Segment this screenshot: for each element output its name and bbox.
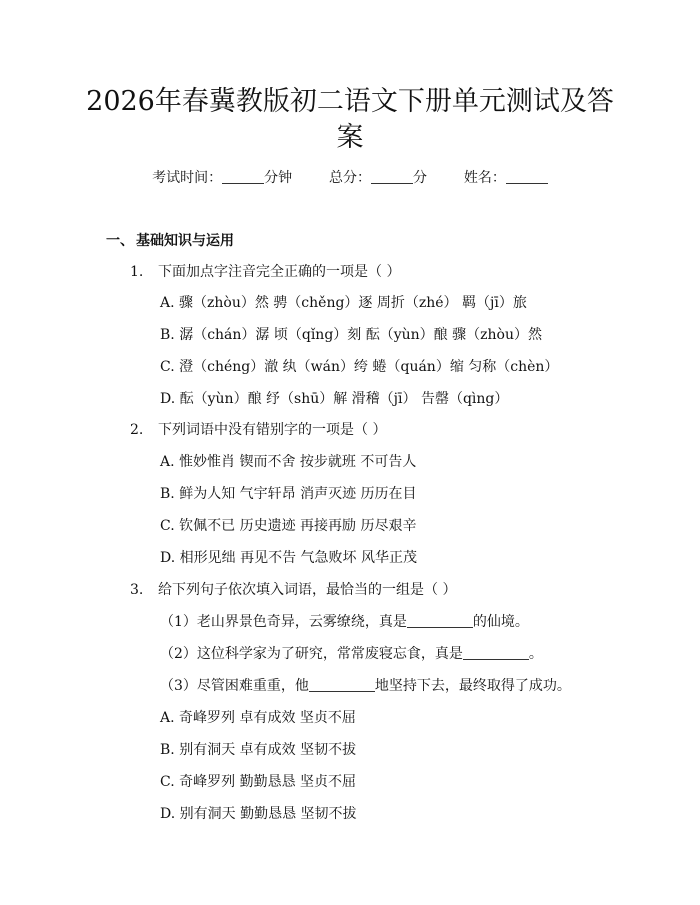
exam-meta: [0, 168, 700, 188]
section-number: 一、: [106, 233, 134, 249]
question-text: 下面加点字注音完全正确的一项是（ ）: [158, 264, 401, 280]
q2-option-a[interactable]: A. 惟妙惟肖 锲而不舍 按步就班 不可告人: [160, 454, 417, 470]
score-blank[interactable]: [371, 169, 413, 184]
question-number: 3.: [130, 582, 144, 598]
section-title: 基础知识与运用: [136, 233, 234, 249]
question-2: [130, 420, 386, 440]
q1-option-b[interactable]: B. 潺（chán）潺 顷（qǐng）刻 酝（yùn）酿 骤（zhòu）然: [160, 327, 542, 343]
fill-blank[interactable]: [407, 613, 473, 628]
question-text: 给下列句子依次填入词语，最恰当的一组是（ ）: [158, 582, 457, 598]
sentence-text: （2）这位科学家为了研究，常常废寝忘食，真是: [160, 646, 463, 662]
q2-option-d[interactable]: D. 相形见绌 再见不告 气急败坏 风华正茂: [160, 550, 417, 566]
name-label: 姓名：: [463, 170, 506, 186]
sentence-text: （3）尽管困难重重，他: [160, 678, 309, 694]
sentence-text: 。: [528, 646, 543, 662]
time-blank[interactable]: [222, 169, 264, 184]
q3-option-d[interactable]: D. 别有洞天 勤勤恳恳 坚韧不拔: [160, 806, 357, 822]
question-3: [130, 580, 456, 600]
q1-option-d[interactable]: D. 酝（yùn）酿 纾（shū）解 滑稽（jī） 告罄（qìng）: [160, 391, 509, 407]
q3-option-c[interactable]: C. 奇峰罗列 勤勤恳恳 坚贞不屈: [160, 774, 357, 790]
sentence-text: 地坚持下去，最终取得了成功。: [374, 678, 571, 694]
sentence-text: 的仙境。: [472, 614, 529, 630]
name-blank[interactable]: [506, 169, 548, 184]
question-number: 1.: [130, 264, 144, 280]
score-unit: 分: [413, 170, 427, 186]
sentence-text: （1）老山界景色奇异，云雾缭绕，真是: [160, 614, 407, 630]
question-text: 下列词语中没有错别字的一项是（ ）: [158, 422, 387, 438]
time-unit: 分钟: [264, 170, 293, 186]
q3-sentence-3: [160, 676, 571, 696]
question-number: 2.: [130, 422, 144, 438]
q3-option-a[interactable]: A. 奇峰罗列 卓有成效 坚贞不屈: [160, 710, 356, 726]
q2-option-c[interactable]: C. 钦佩不已 历史遗迹 再接再励 历尽艰辛: [160, 518, 417, 534]
q1-option-c[interactable]: C. 澄（chéng）澈 纨（wán）绔 蜷（quán）缩 匀称（chèn）: [160, 359, 559, 375]
q2-option-b[interactable]: B. 鲜为人知 气宇轩昂 消声灭迹 历历在目: [160, 486, 417, 502]
section-heading: [106, 231, 234, 251]
page-title-continued: 案: [336, 122, 364, 153]
time-label: 考试时间：: [152, 170, 223, 186]
score-label: 总分：: [329, 170, 371, 186]
q3-option-b[interactable]: B. 别有洞天 卓有成效 坚韧不拔: [160, 742, 357, 758]
page-title: 2026年春冀教版初二语文下册单元测试及答: [86, 86, 614, 117]
fill-blank[interactable]: [463, 645, 529, 660]
q3-sentence-1: [160, 612, 529, 632]
q1-option-a[interactable]: A. 骤（zhòu）然 骋（chěng）逐 周折（zhé） 羁（jī）旅: [160, 295, 527, 311]
question-1: [130, 262, 400, 282]
fill-blank[interactable]: [309, 677, 375, 692]
q3-sentence-2: [160, 644, 543, 664]
